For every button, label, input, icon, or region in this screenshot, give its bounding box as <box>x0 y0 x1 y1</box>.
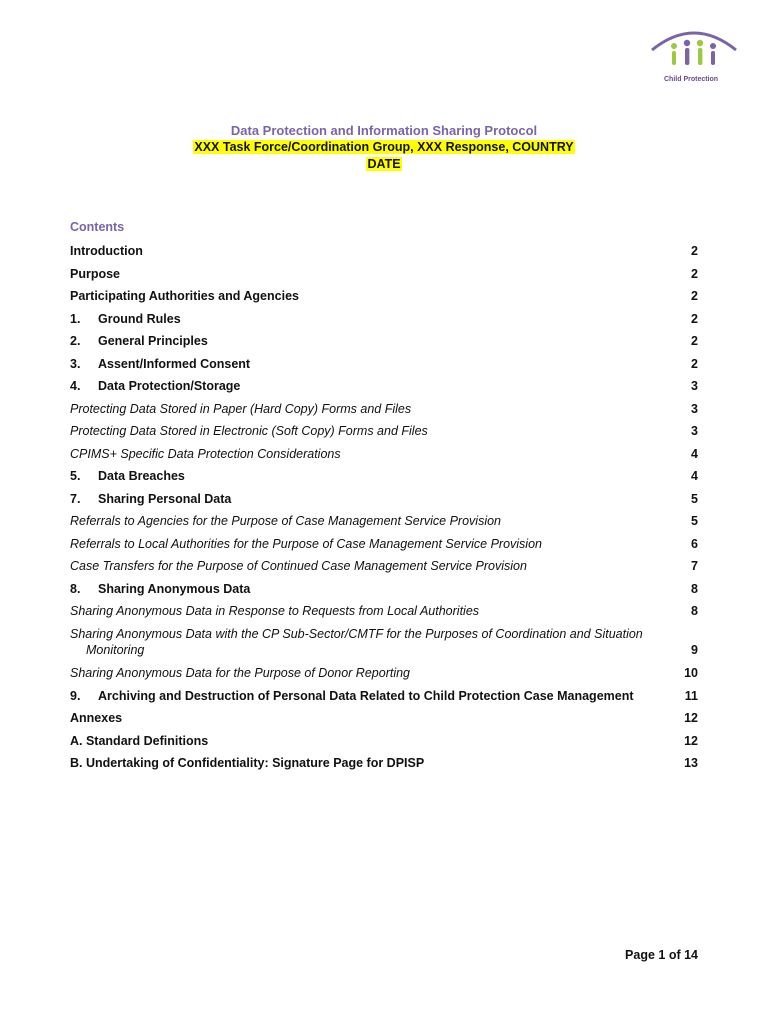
toc-entry-label[interactable]: CPIMS+ Specific Data Protection Considerations <box>70 447 341 461</box>
toc-entry-page: 4 <box>691 469 698 483</box>
toc-entry-number: 5. <box>70 469 81 483</box>
document-subtitle <box>0 139 768 156</box>
toc-entry[interactable] <box>70 282 698 304</box>
toc-entry[interactable] <box>70 484 698 507</box>
toc-entry-label[interactable]: Introduction <box>70 244 143 258</box>
logo-figure-body <box>711 51 715 65</box>
toc-entry[interactable] <box>70 462 698 484</box>
toc-entry-page: 7 <box>691 559 698 573</box>
toc-entry-label[interactable]: Case Transfers for the Purpose of Continued Case Management Service Provision <box>70 559 527 573</box>
toc-entry-label-continued[interactable]: Monitoring <box>86 643 145 657</box>
toc-entry-label[interactable]: Participating Authorities and Agencies <box>70 289 299 303</box>
toc-entry-page: 3 <box>691 424 698 438</box>
page-number-footer: Page 1 of 14 <box>625 948 698 962</box>
title-block <box>0 122 768 173</box>
logo-text: Child Protection <box>664 76 719 83</box>
highlighted-subtitle: XXX Task Force/Coordination Group, XXX Response, COUNTRY <box>194 140 574 154</box>
logo-figure-body <box>685 48 689 65</box>
logo-figure-body <box>698 48 702 65</box>
document-title: Data Protection and Information Sharing Protocol <box>230 123 538 138</box>
logo-arc <box>652 33 736 50</box>
toc-entry-page: 2 <box>691 267 698 281</box>
toc-entry-page: 2 <box>691 357 698 371</box>
toc-entry-page: 12 <box>684 711 698 725</box>
toc-entry-label[interactable]: Data Protection/Storage <box>98 379 241 393</box>
toc-entry-page: 10 <box>684 666 698 680</box>
toc-entry[interactable] <box>70 619 698 658</box>
toc-entry[interactable] <box>70 259 698 282</box>
child-protection-logo <box>648 24 740 86</box>
toc-entry[interactable] <box>70 552 698 574</box>
toc-entry-label[interactable]: Protecting Data Stored in Paper (Hard Copy) Forms and Files <box>70 402 412 416</box>
toc-entry[interactable] <box>70 439 698 462</box>
toc-entry-label[interactable]: Assent/Informed Consent <box>98 357 251 371</box>
logo-figure-head <box>697 40 703 46</box>
toc-entry-page: 2 <box>691 312 698 326</box>
toc-entry-page: 5 <box>691 514 698 528</box>
contents-heading: Contents <box>70 220 125 234</box>
highlighted-date: DATE <box>367 157 401 171</box>
toc-entry-label[interactable]: Ground Rules <box>98 312 181 326</box>
toc-entry-page: 12 <box>684 734 698 748</box>
toc-entry-label[interactable]: Protecting Data Stored in Electronic (Soft Copy) Forms and Files <box>70 424 428 438</box>
toc-entry[interactable] <box>70 574 698 597</box>
toc-entry-page: 6 <box>691 537 698 551</box>
toc-entry-page: 11 <box>684 689 698 703</box>
toc-entry-number: 4. <box>70 379 81 393</box>
toc-entry-page: 3 <box>691 402 698 416</box>
toc-entry-label[interactable]: Sharing Anonymous Data <box>98 582 251 596</box>
toc-entry-page: 13 <box>684 756 698 770</box>
document-date <box>0 156 768 173</box>
toc-entry[interactable] <box>70 372 698 394</box>
toc-entry-label[interactable]: Sharing Personal Data <box>98 492 232 506</box>
toc-entry-number: 1. <box>70 312 81 326</box>
toc-entry-label[interactable]: Archiving and Destruction of Personal Data Related to Child Protection Case Management <box>98 689 634 703</box>
toc-entry-label[interactable]: Data Breaches <box>98 469 185 483</box>
toc-entry[interactable] <box>70 304 698 327</box>
toc-entry-number: 2. <box>70 334 81 348</box>
toc-entry-page: 8 <box>691 604 698 618</box>
toc-entry[interactable] <box>70 704 698 726</box>
toc-entry[interactable] <box>70 236 698 259</box>
toc-entry[interactable] <box>70 529 698 552</box>
toc-entry-label[interactable]: B. Undertaking of Confidentiality: Signature Page for DPISP <box>70 756 425 770</box>
logo-figure-head <box>710 43 716 49</box>
table-of-contents <box>70 236 698 771</box>
toc-entry-page: 5 <box>691 492 698 506</box>
toc-entry-page: 4 <box>691 447 698 461</box>
logo-figure-head <box>671 43 677 49</box>
toc-entry-number: 3. <box>70 357 81 371</box>
toc-entry-page: 2 <box>691 244 698 258</box>
toc-entry-number: 8. <box>70 582 81 596</box>
toc-entry-page: 2 <box>691 289 698 303</box>
toc-entry-label[interactable]: General Principles <box>98 334 208 348</box>
toc-entry[interactable] <box>70 681 698 704</box>
toc-entry[interactable] <box>70 507 698 529</box>
toc-entry-label[interactable]: Sharing Anonymous Data for the Purpose of Donor Reporting <box>70 666 411 680</box>
toc-entry-label[interactable]: Sharing Anonymous Data with the CP Sub-Sector/CMTF for the Purposes of Coordination and Situation <box>70 627 643 641</box>
toc-entry-label[interactable]: Referrals to Local Authorities for the Purpose of Case Management Service Provision <box>70 537 542 551</box>
toc-entry-page: 9 <box>691 643 698 657</box>
toc-entry-label[interactable]: A. Standard Definitions <box>70 734 209 748</box>
toc-entry[interactable] <box>70 726 698 749</box>
toc-entry-page: 2 <box>691 334 698 348</box>
toc-entry-label[interactable]: Annexes <box>70 711 123 725</box>
toc-entry[interactable] <box>70 327 698 349</box>
toc-entry[interactable] <box>70 417 698 439</box>
toc-entry[interactable] <box>70 658 698 681</box>
toc-entry-page: 8 <box>691 582 698 596</box>
toc-entry[interactable] <box>70 597 698 619</box>
toc-entry[interactable] <box>70 749 698 771</box>
toc-entry-number: 9. <box>70 689 81 703</box>
toc-entry-number: 7. <box>70 492 81 506</box>
toc-entry-label[interactable]: Referrals to Agencies for the Purpose of Case Management Service Provision <box>70 514 501 528</box>
toc-entry-label[interactable]: Purpose <box>70 267 121 281</box>
logo-figure-head <box>684 40 690 46</box>
toc-entry-page: 3 <box>691 379 698 393</box>
toc-entry-label[interactable]: Sharing Anonymous Data in Response to Requests from Local Authorities <box>70 604 480 618</box>
logo-figure-body <box>672 51 676 65</box>
toc-entry[interactable] <box>70 394 698 417</box>
toc-entry[interactable] <box>70 349 698 372</box>
